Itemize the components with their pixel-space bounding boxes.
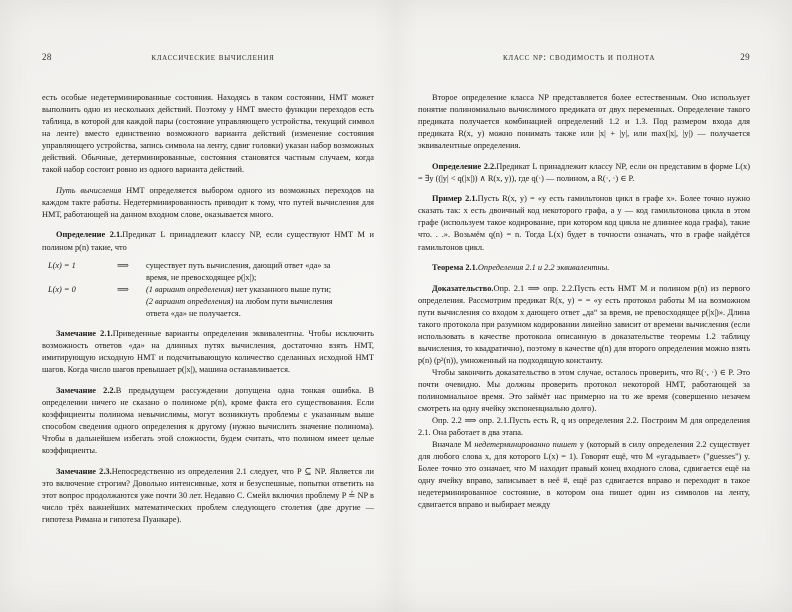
- remark-2-3-label: Замечание 2.3.: [56, 466, 112, 476]
- variant-1-label: (1 вариант определения): [146, 284, 234, 294]
- paragraph-computation-path: [42, 185, 374, 221]
- proof-step-2-head: Опр. 2.2 ⟹ опр. 2.1.: [432, 416, 510, 426]
- equation-lhs-accept: L(x) = 1: [48, 260, 76, 270]
- remark-2-2: [42, 385, 374, 457]
- proof-step-1-head: Опр. 2.1 ⟹ опр. 2.2.: [493, 283, 575, 293]
- definition-2-1-equations: [42, 260, 374, 320]
- remark-2-1-text: Приведенные варианты определения эквивалентны. Чтобы исключить возможность ответов «да» на длинных путях вычисления, достаточно взять НМТ, имитирующую исходную НМТ и подсчитывающую количество сделанных исходной НМТ шагов. Когда число шагов превышает p(|x|), машина останавливается.: [42, 329, 374, 375]
- proof-step-1-text: Пусть есть НМТ M и полином p(n) из первого определения. Рассмотрим предикат R(x, y) = = «y есть протокол работы M на возможном пути вычисления со входом x дающего ответ „да“ за время, не превосходящее p(|x|)». Длина такого протокола при разумном кодировании линейно зависит от времени вычисления (если использовать в качестве протокола описанную в доказательстве теоремы 1.2 таблицу вычисления, то квадратично), поэтому в качестве q(n) для второго определения можно взять p(n) (p²(n)), умноженный на подходящую константу.: [418, 283, 750, 365]
- proof-step-3-italic: недетерминированно пишет: [474, 440, 577, 450]
- folio-right: 29: [740, 52, 750, 62]
- theorem-2-1-label: Теорема 2.1.: [432, 263, 478, 273]
- equation-rhs-accept: существует путь вычисления, дающий ответ «да» за: [146, 260, 331, 270]
- definition-2-2-label: Определение 2.2.: [432, 161, 497, 171]
- variant-2-label: (2 вариант определения): [146, 296, 234, 306]
- equation-rhs-variant-2-cont: ответа «да» не получается.: [146, 308, 241, 318]
- remark-2-3-text: Непосредственно из определения 2.1 следует, что P ⊆ NP. Является ли это включение строгим? Довольно интенсивные, хотя и безуспешные, попытки ответить на этот вопрос продолжаются уже почти 30 лет. Недавно С. Смейл включил проблему P ≟ NP в число трёх важнейших математических проблем следующего столетия (две другие — гипотеза Римана и гипотеза Пуанкаре).: [42, 466, 374, 524]
- theorem-2-1-statement: Определения 2.1 и 2.2 эквивалентны.: [477, 263, 610, 273]
- running-head-right: [418, 52, 750, 66]
- running-head-left: [42, 52, 374, 66]
- proof-step-2: [418, 415, 750, 439]
- proof-step-2-text: Пусть есть R, q из определения 2.2. Построим M для определения 2.1. Она работает в два этапа.: [418, 416, 750, 438]
- implies-arrow-icon-2: ⟹: [117, 284, 129, 294]
- equation-row-accept: [42, 260, 374, 272]
- body-text-left: [42, 92, 374, 526]
- running-head-title-left: классические вычисления: [151, 53, 275, 63]
- proof-step-1-continued: Чтобы закончить доказательство в этом случае, осталось проверить, что R(·, ·) ∈ P. Это почти очевидно. Мы должны проверить протокол некоторой НМТ, работающей за полиномиальное время. Это займёт нас примерно на то же время (совершенно незачем смотреть на одну ячейку экспоненциально долго).: [418, 367, 750, 414]
- variant-1-text: нет указанного выше пути;: [233, 284, 332, 294]
- definition-2-2-text: Предикат L принадлежит классу NP, если он представим в форме L(x) = ∃y ((|y| < q(|x|)) ∧ R(x, y)), где q(·) — полином, а R(·, ·) ∈ P.: [418, 161, 750, 183]
- paragraph-computation-path-text: НМТ определяется выбором одного из возможных переходов на каждом такте работы. Недетерминированность приводит к тому, что путей вычисления для НМТ, работающей на данном входном слове, оказывается много.: [42, 185, 374, 219]
- equation-rhs-variant-2: [146, 296, 374, 308]
- body-text-right: [418, 92, 750, 512]
- definition-2-1: [42, 229, 374, 253]
- paragraph-continuation: есть особые недетерминированные состояния. Находясь в таком состоянии, НМТ может выполнить одно из нескольких действий. Поэтому у НМТ вместо функции переходов есть таблица, в которой для каждой пары (состояние управляющего устройства, текущий символ на ленте) вместо единственно возможного варианта действий (изменение состояния управляющего устройства, запись символа на ленту, сдвиг головки) указан набор возможных действий. Обычные, детерминированные, состояния становятся частным случаем, когда такой набор состоит ровно из одного варианта действий.: [42, 93, 374, 175]
- equation-row-reject: [42, 284, 374, 296]
- folio-left: 28: [42, 52, 52, 62]
- running-head-title-right: класс np: сводимость и полнота: [503, 53, 656, 63]
- proof-step-3-lead: Вначале M: [432, 440, 475, 450]
- proof-step-3: [418, 439, 750, 511]
- example-2-1: [418, 193, 750, 253]
- proof-step-1: [418, 283, 750, 367]
- example-2-1-text: Пусть R(x, y) = «y есть гамильтонов цикл в графе x». Более точно нужно сказать так: x есть двоичный код некоторого графа, а y — код гамильтонова цикла в этом графе (используем такое кодирование, при котором код цикла не длиннее кода графа), такие что. . .». Возьмём q(n) = n. Тогда L(x) будет в точности означать, что в графе найдётся гамильтонов цикл.: [418, 194, 750, 252]
- remark-2-2-label: Замечание 2.2.: [56, 385, 116, 395]
- term-computation-path: Путь вычисления: [56, 185, 122, 195]
- remark-2-1-label: Замечание 2.1.: [56, 329, 113, 339]
- page-right: [396, 0, 792, 612]
- remark-2-1: [42, 328, 374, 376]
- implies-arrow-icon: ⟹: [117, 260, 129, 270]
- definition-2-1-text: Предикат L принадлежит классу NP, если существуют НМТ M и полином p(n) такие, что: [42, 230, 374, 252]
- equation-rhs-accept-cont: время, не превосходящее p(|x|);: [146, 272, 257, 282]
- proof-label: Доказательство.: [432, 283, 494, 293]
- equation-lhs-reject: L(x) = 0: [48, 284, 76, 294]
- paragraph-second-definition: Второе определение класса NP представляется более естественным. Оно использует понятие полиномиально вычислимого предиката от двух переменных. Определение такого предиката получается комбинацией определений 1.2 и 1.3. Под размером входа для предиката R(x, y) можно понимать также или |x| + |y|, или max(|x|, |y|) — получается эквивалентные определения.: [418, 93, 750, 151]
- definition-2-2: [418, 161, 750, 185]
- theorem-2-1: [418, 262, 750, 274]
- proof-step-3-text: y (который в силу определения 2.2 существует для любого слова x, для которого L(x) = 1). Говорят ещё, что M «угадывает» ("guesses") y. Более точно это означает, что M находит правый конец входного слова, сдвигается ещё на одну ячейку вправо, записывает в неё #, ещё раз сдвигается вправо и переходит в такое недетерминированное состояние, в котором она пишет один из символов на ленту, сдвигается вправо и выбирает между: [418, 440, 750, 510]
- equation-rhs-variant-1: [146, 284, 374, 296]
- definition-2-1-label: Определение 2.1.: [56, 230, 123, 240]
- example-2-1-label: Пример 2.1.: [432, 194, 478, 204]
- variant-2-text: на любом пути вычисления: [233, 296, 333, 306]
- remark-2-3: [42, 466, 374, 526]
- remark-2-2-text: В предыдущем рассуждении допущена одна тонкая ошибка. В определении ничего не сказано о полиноме p(n), кроме факта его существования. Если коэффициенты полинома невычислимы, могут возникнуть проблемы с указанным выше способом сведения одного определения к другому (нужно вычислить значение полинома). Чтобы в дальнейшем избегать этой сложности, будем считать, что полином имеет целые коэффициенты.: [42, 385, 375, 456]
